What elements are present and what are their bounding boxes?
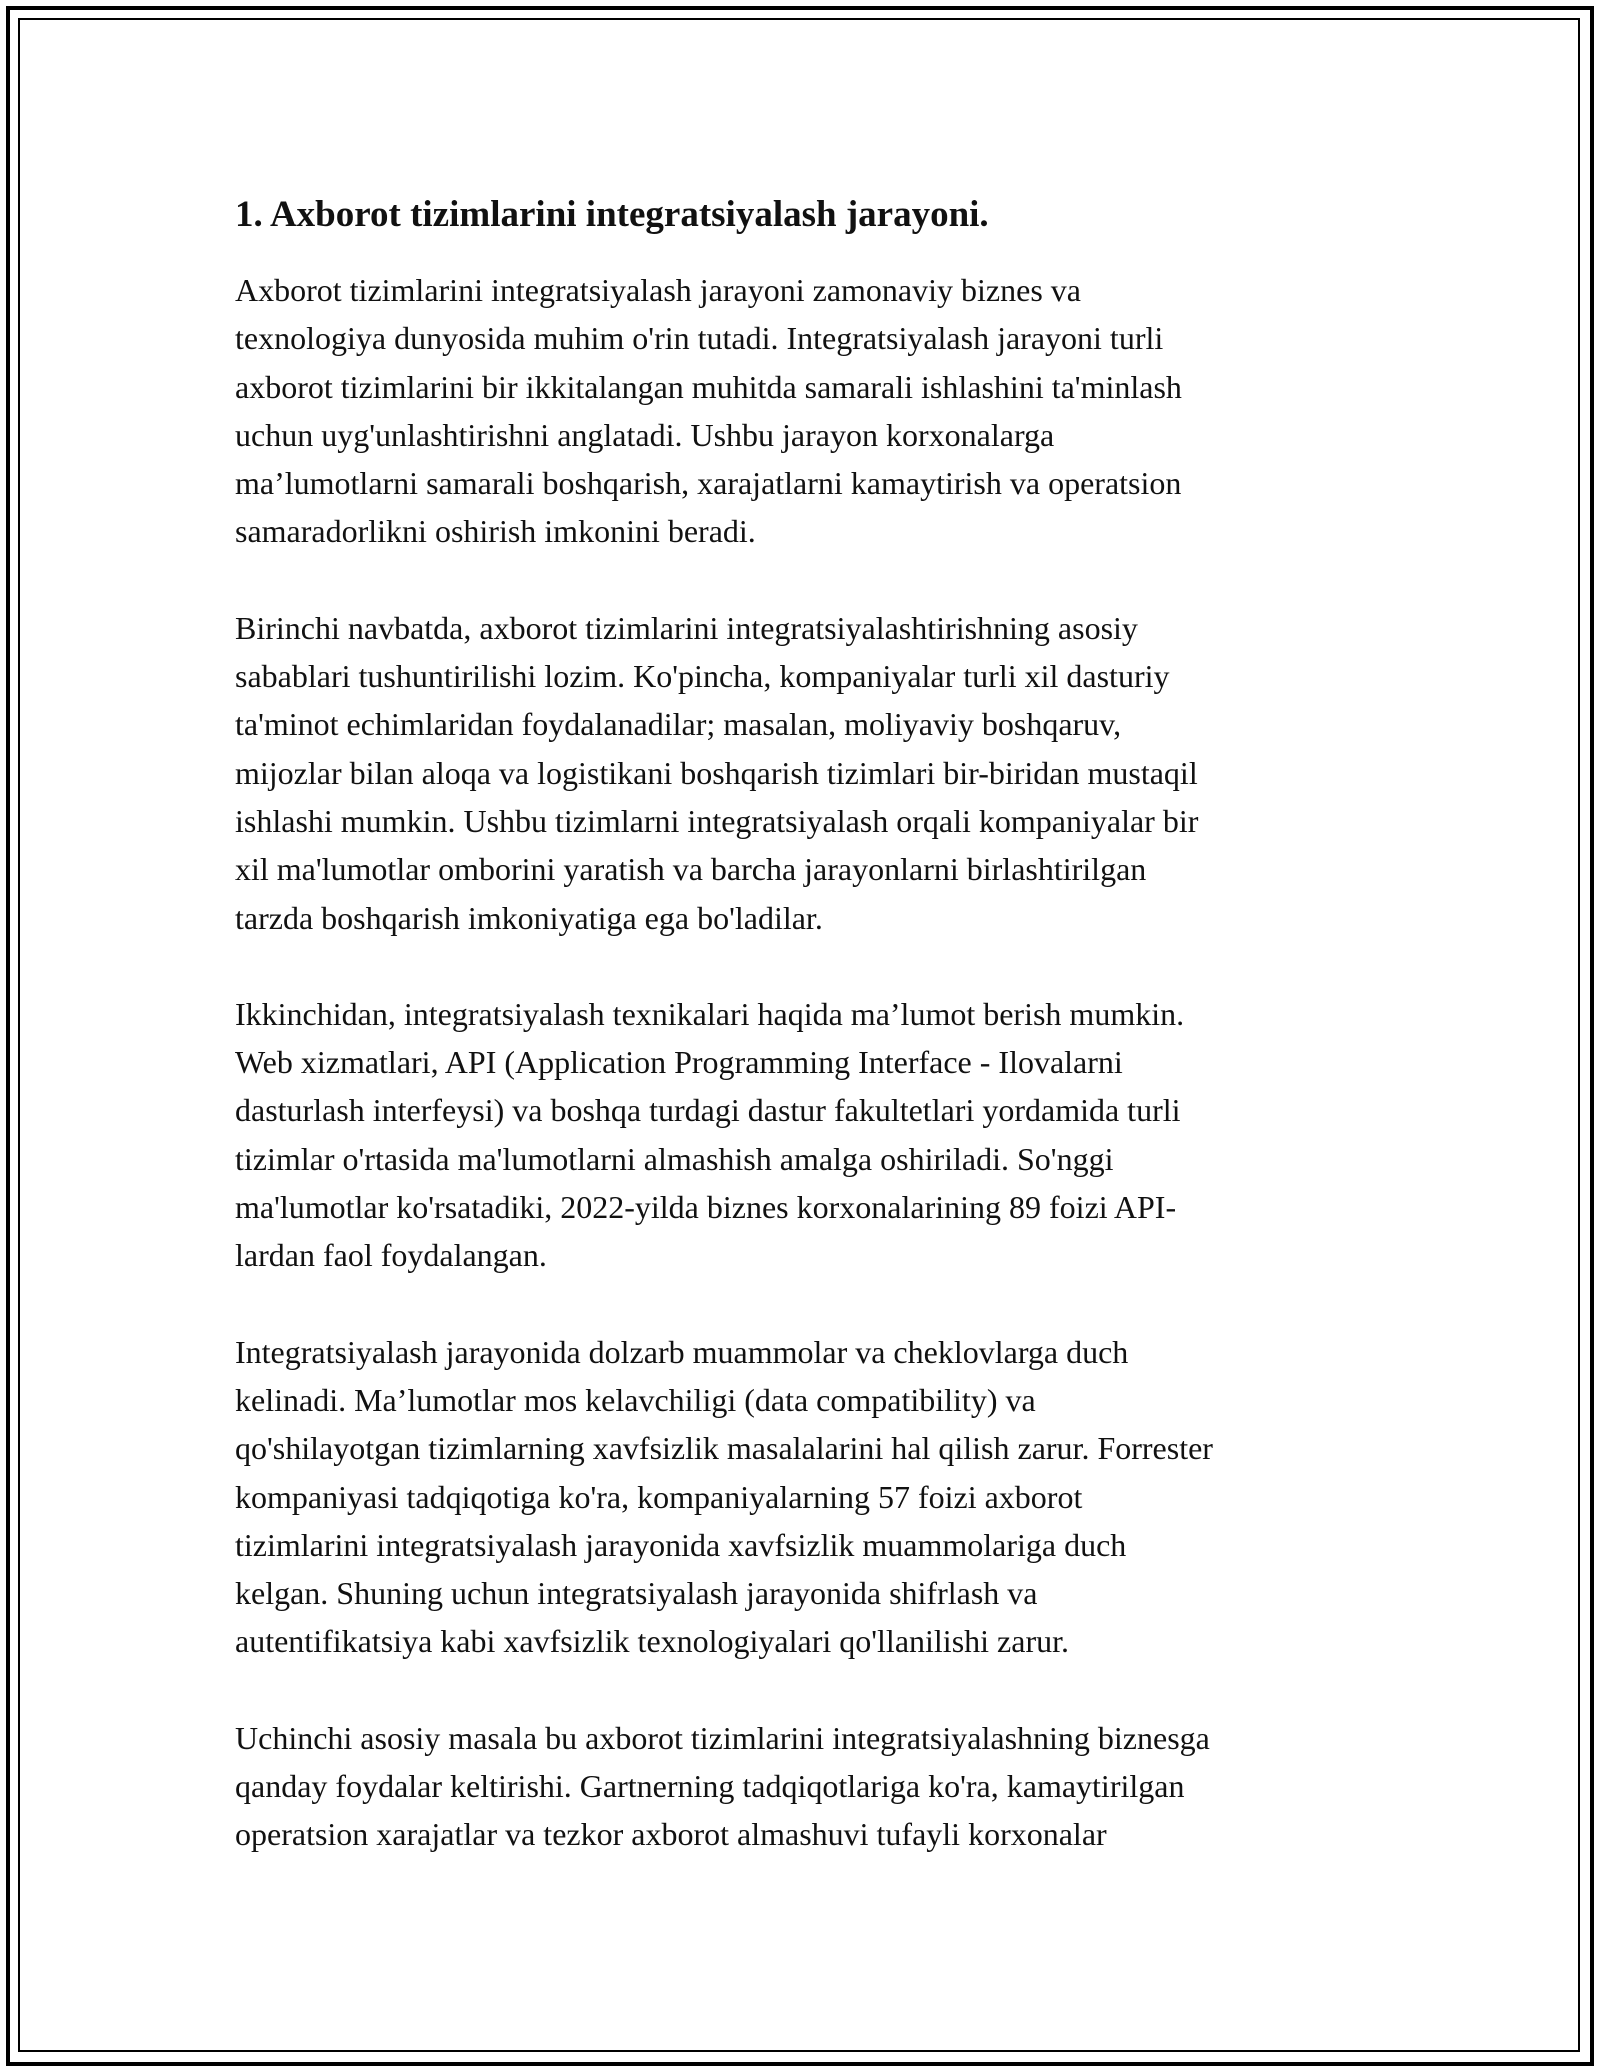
document-page — [235, 190, 1385, 1907]
paragraph-techniques: Ikkinchidan, integratsiyalash texnikalari haqida ma’lumot berish mumkin. Web xizmatlari, API (Application Programming Interface - Ilovalarni dasturlash interfeysi) va boshqa turdagi dastur fakultetlari yordamida turli tizimlar o'rtasida ma'lumotlarni almashish amalga oshiriladi. So'nggi ma'lumotlar ko'rsatadiki, 2022-yilda biznes korxonalarining 89 foizi API- lardan faol foydalangan. — [235, 995, 1185, 1274]
paragraph-reasons: Birinchi navbatda, axborot tizimlarini integratsiyalashtirishning asosiy sabablari tushuntirilishi lozim. Ko'pincha, kompaniyalar turli xil dasturiy ta'minot echimlaridan foydalanadilar; masalan, moliyaviy boshqaruv, mijozlar bilan aloqa va logistikani boshqarish tizimlari bir-biridan mustaqil ishlashi mumkin. Ushbu tizimlarni integratsiyalash orqali kompaniyalar bir xil ma'lumotlar omborini yaratish va barcha jarayonlarni birlashtirilgan tarzda boshqarish imkoniyatiga ega bo'ladilar. — [235, 609, 1199, 936]
paragraph-benefits: Uchinchi asosiy masala bu axborot tizimlarini integratsiyalashning biznesga qanday foydalar keltirishi. Gartnerning tadqiqotlariga ko'ra, kamaytirilgan operatsion xarajatlar va tezkor axborot almashuvi tufayli korxonalar — [235, 1719, 1210, 1853]
section-heading: 1. Axborot tizimlarini integratsiyalash jarayoni. — [235, 194, 989, 235]
paragraph-intro: Axborot tizimlarini integratsiyalash jarayoni zamonaviy biznes va texnologiya dunyosida muhim o'rin tutadi. Integratsiyalash jarayoni turli axborot tizimlarini bir ikkitalangan muhitda samarali ishlashini ta'minlash uchun uyg'unlashtirishni anglatadi. Ushbu jarayon korxonalarga ma’lumotlarni samarali boshqarish, xarajatlarni kamaytirish va operatsion samaradorlikni oshirish imkonini beradi. — [235, 272, 1182, 550]
paragraph-problems: Integratsiyalash jarayonida dolzarb muammolar va cheklovlarga duch kelinadi. Ma’lumotlar mos kelavchiligi (data compatibility) va qo'shilayotgan tizimlarning xavfsizlik masalalarini hal qilish zarur. Forrester kompaniyasi tadqiqotiga ko'ra, kompaniyalarning 57 foizi axborot tizimlarini integratsiyalash jarayonida xavfsizlik muammolariga duch kelgan. Shuning uchun integratsiyalash jarayonida shifrlash va autentifikatsiya kabi xavfsizlik texnologiyalari qo'llanilishi zarur. — [235, 1333, 1213, 1660]
